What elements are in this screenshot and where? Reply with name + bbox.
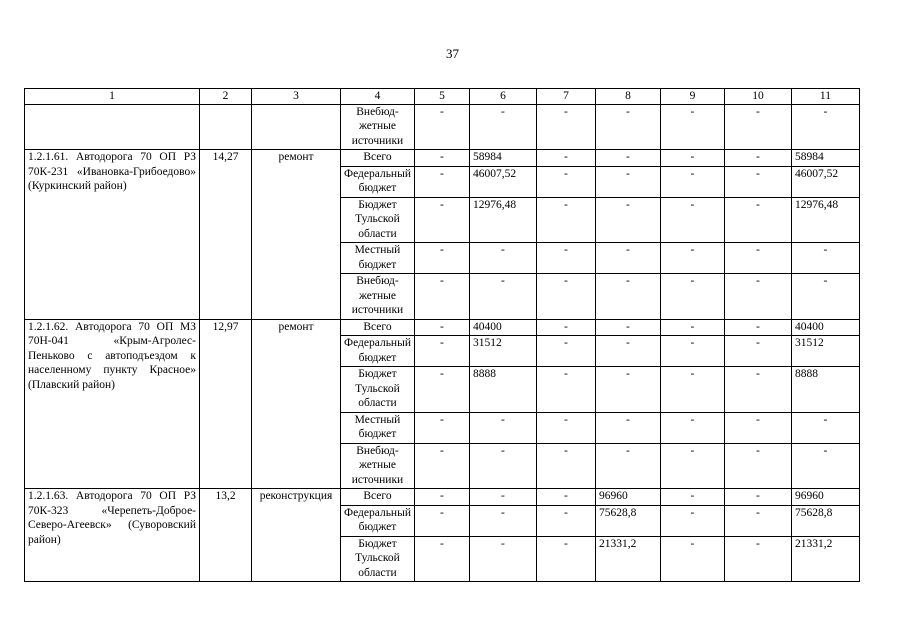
value-cell: - <box>414 274 469 320</box>
value-cell: - <box>724 150 791 167</box>
funding-source-cell: Всего <box>341 489 415 506</box>
funding-source-cell: Бюджет Тульской области <box>341 367 415 413</box>
length-cell: 14,27 <box>200 150 252 320</box>
value-cell: 58984 <box>791 150 859 167</box>
value-cell: - <box>660 536 724 582</box>
financing-table <box>24 88 860 582</box>
value-cell: - <box>595 274 660 320</box>
value-cell: - <box>724 443 791 489</box>
value-cell: - <box>724 104 791 150</box>
value-cell: - <box>536 505 595 536</box>
length-cell: 13,2 <box>200 489 252 582</box>
value-cell: - <box>660 197 724 243</box>
value-cell: 40400 <box>791 319 859 336</box>
value-cell: - <box>536 166 595 197</box>
value-cell: - <box>536 336 595 367</box>
column-header: 7 <box>536 89 595 105</box>
value-cell: - <box>724 536 791 582</box>
value-cell: - <box>469 443 536 489</box>
value-cell: - <box>724 489 791 506</box>
value-cell: - <box>595 166 660 197</box>
value-cell: - <box>414 197 469 243</box>
value-cell: - <box>536 536 595 582</box>
value-cell: - <box>414 336 469 367</box>
value-cell: - <box>536 150 595 167</box>
table-row <box>25 489 860 506</box>
value-cell: 96960 <box>595 489 660 506</box>
value-cell: 21331,2 <box>595 536 660 582</box>
value-cell: - <box>724 243 791 274</box>
value-cell: - <box>414 412 469 443</box>
value-cell: 46007,52 <box>791 166 859 197</box>
value-cell: 12976,48 <box>791 197 859 243</box>
funding-source-cell: Бюджет Тульской области <box>341 536 415 582</box>
value-cell: 31512 <box>469 336 536 367</box>
value-cell: - <box>469 412 536 443</box>
value-cell: - <box>660 104 724 150</box>
value-cell: - <box>660 274 724 320</box>
table-row <box>25 150 860 167</box>
value-cell: - <box>414 104 469 150</box>
value-cell: 8888 <box>791 367 859 413</box>
value-cell: - <box>469 536 536 582</box>
value-cell: - <box>469 274 536 320</box>
funding-source-cell: Внебюд-жетные источники <box>341 274 415 320</box>
work-type-cell <box>252 104 341 150</box>
funding-source-cell: Внебюд-жетные источники <box>341 104 415 150</box>
value-cell: - <box>595 243 660 274</box>
value-cell: - <box>660 166 724 197</box>
funding-source-cell: Внебюд-жетные источники <box>341 443 415 489</box>
value-cell: 75628,8 <box>595 505 660 536</box>
column-header: 4 <box>341 89 415 105</box>
value-cell: - <box>469 505 536 536</box>
value-cell: - <box>791 443 859 489</box>
work-type-cell: ремонт <box>252 319 341 489</box>
object-name-cell: 1.2.1.63. Автодорога 70 ОП РЗ 70К-323 «Черепеть-Доброе-Северо-Агеевск» (Суворовский район) <box>25 489 200 582</box>
value-cell: - <box>724 412 791 443</box>
value-cell: - <box>536 412 595 443</box>
value-cell: - <box>414 319 469 336</box>
column-header: 2 <box>200 89 252 105</box>
value-cell: - <box>724 166 791 197</box>
column-header: 3 <box>252 89 341 105</box>
value-cell: - <box>414 489 469 506</box>
value-cell: - <box>660 150 724 167</box>
column-header: 9 <box>660 89 724 105</box>
object-name-cell <box>25 104 200 150</box>
value-cell: - <box>724 274 791 320</box>
work-type-cell: ремонт <box>252 150 341 320</box>
value-cell: 58984 <box>469 150 536 167</box>
page-number: 37 <box>446 46 459 61</box>
value-cell: 31512 <box>791 336 859 367</box>
value-cell: - <box>595 150 660 167</box>
value-cell: - <box>660 505 724 536</box>
header-row <box>25 89 860 105</box>
column-header: 6 <box>469 89 536 105</box>
value-cell: - <box>469 489 536 506</box>
value-cell: - <box>724 319 791 336</box>
value-cell: 8888 <box>469 367 536 413</box>
value-cell: - <box>414 367 469 413</box>
table-row <box>25 319 860 336</box>
value-cell: 21331,2 <box>791 536 859 582</box>
value-cell: - <box>660 319 724 336</box>
value-cell: - <box>536 243 595 274</box>
value-cell: - <box>536 443 595 489</box>
funding-source-cell: Всего <box>341 150 415 167</box>
length-cell: 12,97 <box>200 319 252 489</box>
funding-source-cell: Всего <box>341 319 415 336</box>
value-cell: - <box>724 367 791 413</box>
work-type-cell: реконструкция <box>252 489 341 582</box>
value-cell: - <box>660 243 724 274</box>
value-cell: - <box>595 367 660 413</box>
value-cell: - <box>414 505 469 536</box>
value-cell: - <box>660 367 724 413</box>
value-cell: 40400 <box>469 319 536 336</box>
funding-source-cell: Федеральный бюджет <box>341 336 415 367</box>
value-cell: 46007,52 <box>469 166 536 197</box>
value-cell: - <box>414 166 469 197</box>
column-header: 5 <box>414 89 469 105</box>
funding-source-cell: Местный бюджет <box>341 412 415 443</box>
value-cell: - <box>660 443 724 489</box>
value-cell: - <box>791 104 859 150</box>
funding-source-cell: Федеральный бюджет <box>341 505 415 536</box>
value-cell: - <box>536 489 595 506</box>
value-cell: - <box>414 443 469 489</box>
value-cell: - <box>660 412 724 443</box>
column-header: 10 <box>724 89 791 105</box>
value-cell: - <box>536 319 595 336</box>
value-cell: - <box>724 197 791 243</box>
value-cell: - <box>536 274 595 320</box>
funding-source-cell: Федеральный бюджет <box>341 166 415 197</box>
value-cell: - <box>595 336 660 367</box>
value-cell: - <box>536 197 595 243</box>
length-cell <box>200 104 252 150</box>
value-cell: - <box>536 367 595 413</box>
value-cell: - <box>595 443 660 489</box>
column-header: 1 <box>25 89 200 105</box>
value-cell: - <box>469 243 536 274</box>
value-cell: - <box>595 412 660 443</box>
value-cell: - <box>724 336 791 367</box>
value-cell: - <box>595 197 660 243</box>
value-cell: 96960 <box>791 489 859 506</box>
column-header: 11 <box>791 89 859 105</box>
value-cell: - <box>536 104 595 150</box>
value-cell: - <box>660 336 724 367</box>
object-name-cell: 1.2.1.61. Автодорога 70 ОП РЗ 70К-231 «Ивановка-Грибоедово» (Куркинский район) <box>25 150 200 320</box>
table-row <box>25 104 860 150</box>
funding-source-cell: Бюджет Тульской области <box>341 197 415 243</box>
value-cell: - <box>595 319 660 336</box>
value-cell: 75628,8 <box>791 505 859 536</box>
value-cell: - <box>660 489 724 506</box>
value-cell: - <box>724 505 791 536</box>
funding-source-cell: Местный бюджет <box>341 243 415 274</box>
value-cell: - <box>595 104 660 150</box>
column-header: 8 <box>595 89 660 105</box>
value-cell: - <box>469 104 536 150</box>
value-cell: - <box>791 243 859 274</box>
object-name-cell: 1.2.1.62. Автодорога 70 ОП МЗ 70Н-041 «Крым-Агролес-Пеньково с автоподъездом к населенному пункту Красное» (Плавский район) <box>25 319 200 489</box>
value-cell: - <box>414 243 469 274</box>
value-cell: - <box>414 536 469 582</box>
value-cell: - <box>791 412 859 443</box>
value-cell: - <box>791 274 859 320</box>
value-cell: - <box>414 150 469 167</box>
value-cell: 12976,48 <box>469 197 536 243</box>
